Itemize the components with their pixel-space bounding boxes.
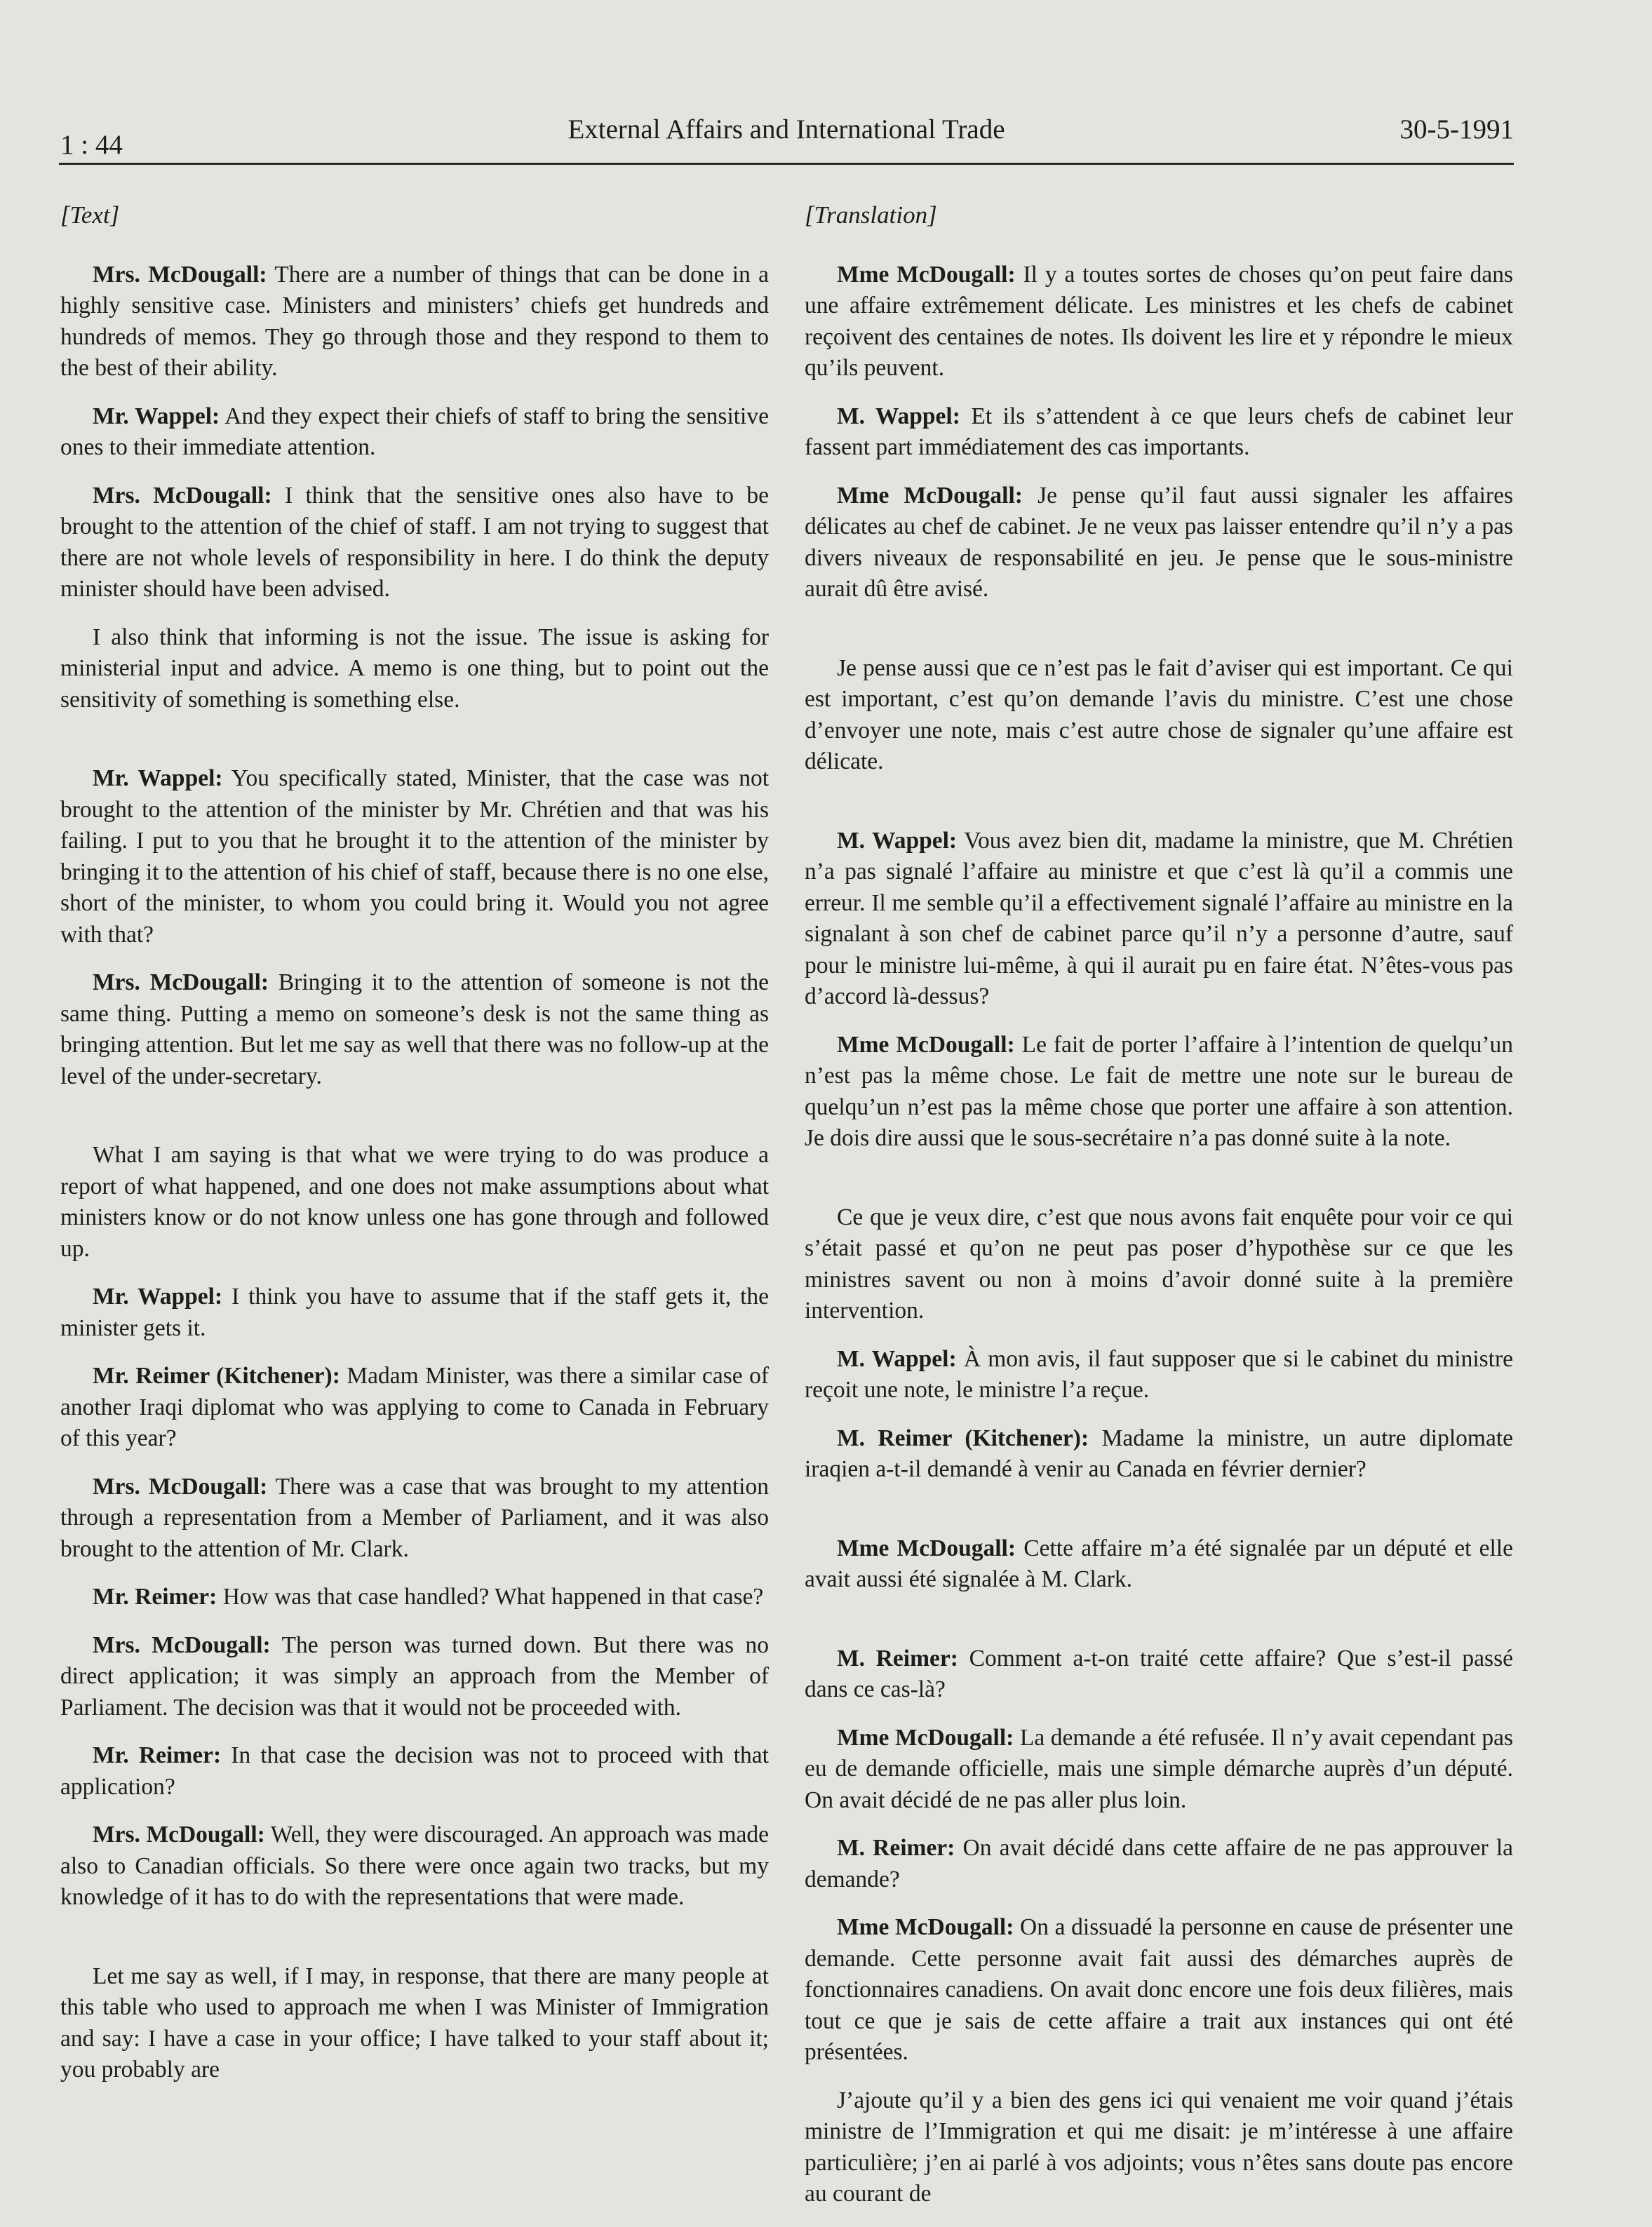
paragraph [60,1630,769,1724]
speaker-name: Mrs. McDougall: [93,1473,268,1500]
paragraph [60,401,769,464]
paragraph-text: On avait décidé dans cette affaire de ne pas approuver la demande? [805,1835,1513,1892]
paragraph-text: Well, they were discouraged. An approach was made also to Canadian officials. So there were once again two tracks, but my knowledge of it has to do with the representations that were made. [60,1822,769,1910]
speaker-name: Mr. Reimer: [93,1584,217,1610]
speaker-name: Mrs. McDougall: [93,969,269,995]
page-number: 1 : 44 [60,130,123,160]
paragraph [60,1961,769,2086]
speaker-name: Mme McDougall: [837,1724,1014,1751]
paragraph [805,1423,1513,1486]
paragraph-text: I think that the sensitive ones also have to be brought to the attention of the chief of staff. I am not trying to suggest that there are not whole levels of responsibility in here. I do think the deputy minister should have been advised. [60,482,769,602]
speaker-name: Mme McDougall: [837,482,1023,509]
paragraph [805,1912,1513,2068]
paragraph-text: And they expect their chiefs of staff to bring the sensitive ones to their immediate attention. [60,403,769,460]
paragraph [60,1361,769,1455]
paragraph-text: Madam Minister, was there a similar case of another Iraqi diplomat who was applying to come to Canada in February of this year? [60,1363,769,1451]
page-date: 30-5-1991 [1399,114,1514,144]
speaker-name: Mrs. McDougall: [93,482,272,509]
paragraph-text: Bringing it to the attention of someone is not the same thing. Putting a memo on someone’s desk is not the same thing as bringing attention. But let me say as well that there was no follow-up at the level of the under-secretary. [60,969,769,1089]
speaker-name: Mme McDougall: [837,1914,1014,1940]
page-header [59,114,1514,165]
paragraph [60,1819,769,1913]
paragraph [60,622,769,716]
paragraph [805,1723,1513,1817]
english-column [60,200,769,2103]
paragraph [805,1833,1513,1895]
paragraph-text: There are a number of things that can be done in a highly sensitive case. Ministers and ministers’ chiefs get hundreds and hundreds of memos. They go through those and they respond to them to the best of their ability. [60,261,769,381]
paragraph [60,967,769,1092]
paragraph-text: On a dissuadé la personne en cause de présenter une demande. Cette personne avait fait aussi des démarches auprès de fonctionnaires canadiens. On avait donc encore une fois deux filières, mais tout ce que je sais de cette affaire a trait aux instances qui ont été présentées. [805,1914,1513,2065]
speaker-name: Mme McDougall: [837,1535,1016,1561]
paragraph-text: I think you have to assume that if the staff gets it, the minister gets it. [60,1284,769,1341]
paragraph [60,1582,769,1613]
paragraph-text: There was a case that was brought to my attention through a representation from a Member of Parliament, and it was also brought to the attention of Mr. Clark. [60,1473,769,1562]
paragraph-text: Ce que je veux dire, c’est que nous avons fait enquête pour voir ce qui s’était passé et qu’on ne peut pas poser d’hypothèse sur ce que les ministres savent ou non à moins d’avoir donné suite à la première intervention. [805,1204,1513,1324]
paragraph-text: How was that case handled? What happened in that case? [217,1584,764,1610]
paragraph-text: J’ajoute qu’il y a bien des gens ici qui venaient me voir quand j’étais ministre de l’Immigration et qui me disait: je m’intéresse à une affaire particulière; j’en ai parlé à vos adjoints; vous n’êtes sans doute pas encore au courant de [805,2087,1513,2207]
paragraph [805,1344,1513,1406]
speaker-name: Mme McDougall: [837,261,1016,288]
paragraph [60,1140,769,1265]
paragraph [805,401,1513,464]
speaker-name: Mr. Reimer (Kitchener): [93,1363,340,1389]
paragraph-text: You specifically stated, Minister, that the case was not brought to the attention of the minister by Mr. Chrétien and that was his failing. I put to you that he brought it to the attention of the minister by bringing it to the attention of his chief of staff, because there is no one else, short of the minister, to whom you could bring it. Would you not agree with that? [60,765,769,948]
paragraph-text: Let me say as well, if I may, in response, that there are many people at this table who used to approach me when I was Minister of Immigration and say: I have a case in your office; I have talked to your staff about it; you probably are [60,1963,769,2083]
speaker-name: Mr. Wappel: [93,765,223,791]
paragraph [805,1202,1513,1327]
paragraph-text: La demande a été refusée. Il n’y avait cependant pas eu de demande officielle, mais une simple démarche auprès d’un député. On avait décidé de ne pas aller plus loin. [805,1724,1513,1813]
english-paragraphs [60,260,769,2086]
paragraph [805,653,1513,778]
paragraph [60,763,769,950]
column-label-translation: [Translation] [805,201,937,229]
paragraph [60,260,769,384]
paragraph [805,1030,1513,1155]
speaker-name: Mr. Wappel: [93,403,220,429]
paragraph-text: What I am saying is that what we were trying to do was produce a report of what happened, and one does not make assumptions about what ministers know or do not know unless one has gone through and followed up. [60,1142,769,1262]
paragraph-text: Je pense aussi que ce n’est pas le fait d’aviser qui est important. Ce qui est important, c’est qu’on demande l’avis du ministre. C’est une chose d’envoyer une note, mais c’est autre chose de signaler qu’une affaire est délicate. [805,654,1513,774]
paragraph [60,1472,769,1566]
speaker-name: M. Reimer: [837,1835,955,1861]
paragraph-text: À mon avis, il faut supposer que si le cabinet du ministre reçoit une note, le ministre l’a reçue. [805,1345,1513,1403]
speaker-name: M. Wappel: [837,403,960,429]
paragraph-text: Et ils s’attendent à ce que leurs chefs de cabinet leur fassent part immédiatement des cas importants. [805,403,1513,460]
paragraph-text: Cette affaire m’a été signalée par un député et elle avait aussi été signalée à M. Clark. [805,1535,1513,1592]
paragraph [60,1740,769,1803]
french-column [805,200,1513,2227]
paragraph-text: Vous avez bien dit, madame la ministre, que M. Chrétien n’a pas signalé l’affaire au ministre et que c’est là qu’il a commis une erreur. Il me semble qu’il a effectivement signalé l’affaire au ministre en la signalant à son chef de cabinet parce qu’il n’y a personne d’autre, sauf pour le ministre lui-même, à qui il aurait pu en faire état. N’êtes-vous pas d’accord là-dessus? [805,827,1514,1009]
paragraph [805,1643,1513,1706]
paragraph-text: Il y a toutes sortes de choses qu’on peut faire dans une affaire extrêmement délicate. Les ministres et les chefs de cabinet reçoivent des centaines de notes. Ils doivent les lire et y répondre le mieux qu’ils peuvent. [805,261,1513,381]
speaker-name: M. Reimer (Kitchener): [837,1425,1089,1451]
speaker-name: M. Wappel: [837,827,958,854]
speaker-name: Mrs. McDougall: [93,1822,265,1848]
paragraph-text: Le fait de porter l’affaire à l’intention de quelqu’un n’est pas la même chose. Le fait de mettre une note sur le bureau de quelqu’un n’est pas la même chose que porter une affaire à son attention. Je dois dire aussi que le sous-secrétaire n’a pas donné suite à la note. [805,1031,1513,1151]
paragraph-text: Comment a-t-on traité cette affaire? Que s’est-il passé dans ce cas-là? [805,1645,1513,1702]
paragraph [805,826,1513,1013]
paragraph-text: The person was turned down. But there was no direct application; it was simply an approach from the Member of Parliament. The decision was that it would not be proceeded with. [60,1631,769,1721]
speaker-name: Mr. Wappel: [93,1284,223,1310]
speaker-name: Mme McDougall: [837,1031,1015,1058]
paragraph [805,260,1513,384]
speaker-name: M. Wappel: [837,1345,957,1372]
speaker-name: Mrs. McDougall: [93,1631,271,1658]
paragraph [805,1533,1513,1596]
paragraph-text: I also think that informing is not the issue. The issue is asking for ministerial input and advice. A memo is one thing, but to point out the sensitivity of something is something else. [60,624,769,713]
french-paragraphs [805,260,1513,2210]
paragraph [60,480,769,605]
speaker-name: Mr. Reimer: [93,1742,222,1768]
speaker-name: Mrs. McDougall: [93,261,267,288]
speaker-name: M. Reimer: [837,1645,958,1671]
column-label-text: [Text] [60,201,120,229]
paragraph-text: In that case the decision was not to proceed with that application? [60,1742,769,1800]
page-title: External Affairs and International Trade [568,114,1005,144]
paragraph-text: Je pense qu’il faut aussi signaler les affaires délicates au chef de cabinet. Je ne veux pas laisser entendre qu’il n’y a pas divers niveaux de responsabilité en jeu. Je pense que le sous-ministre aurait dû être avisé. [805,482,1513,602]
paragraph [805,480,1513,605]
paragraph [60,1281,769,1344]
paragraph [805,2085,1513,2210]
paragraph-text: Madame la ministre, un autre diplomate iraqien a-t-il demandé à venir au Canada en février dernier? [805,1425,1513,1482]
